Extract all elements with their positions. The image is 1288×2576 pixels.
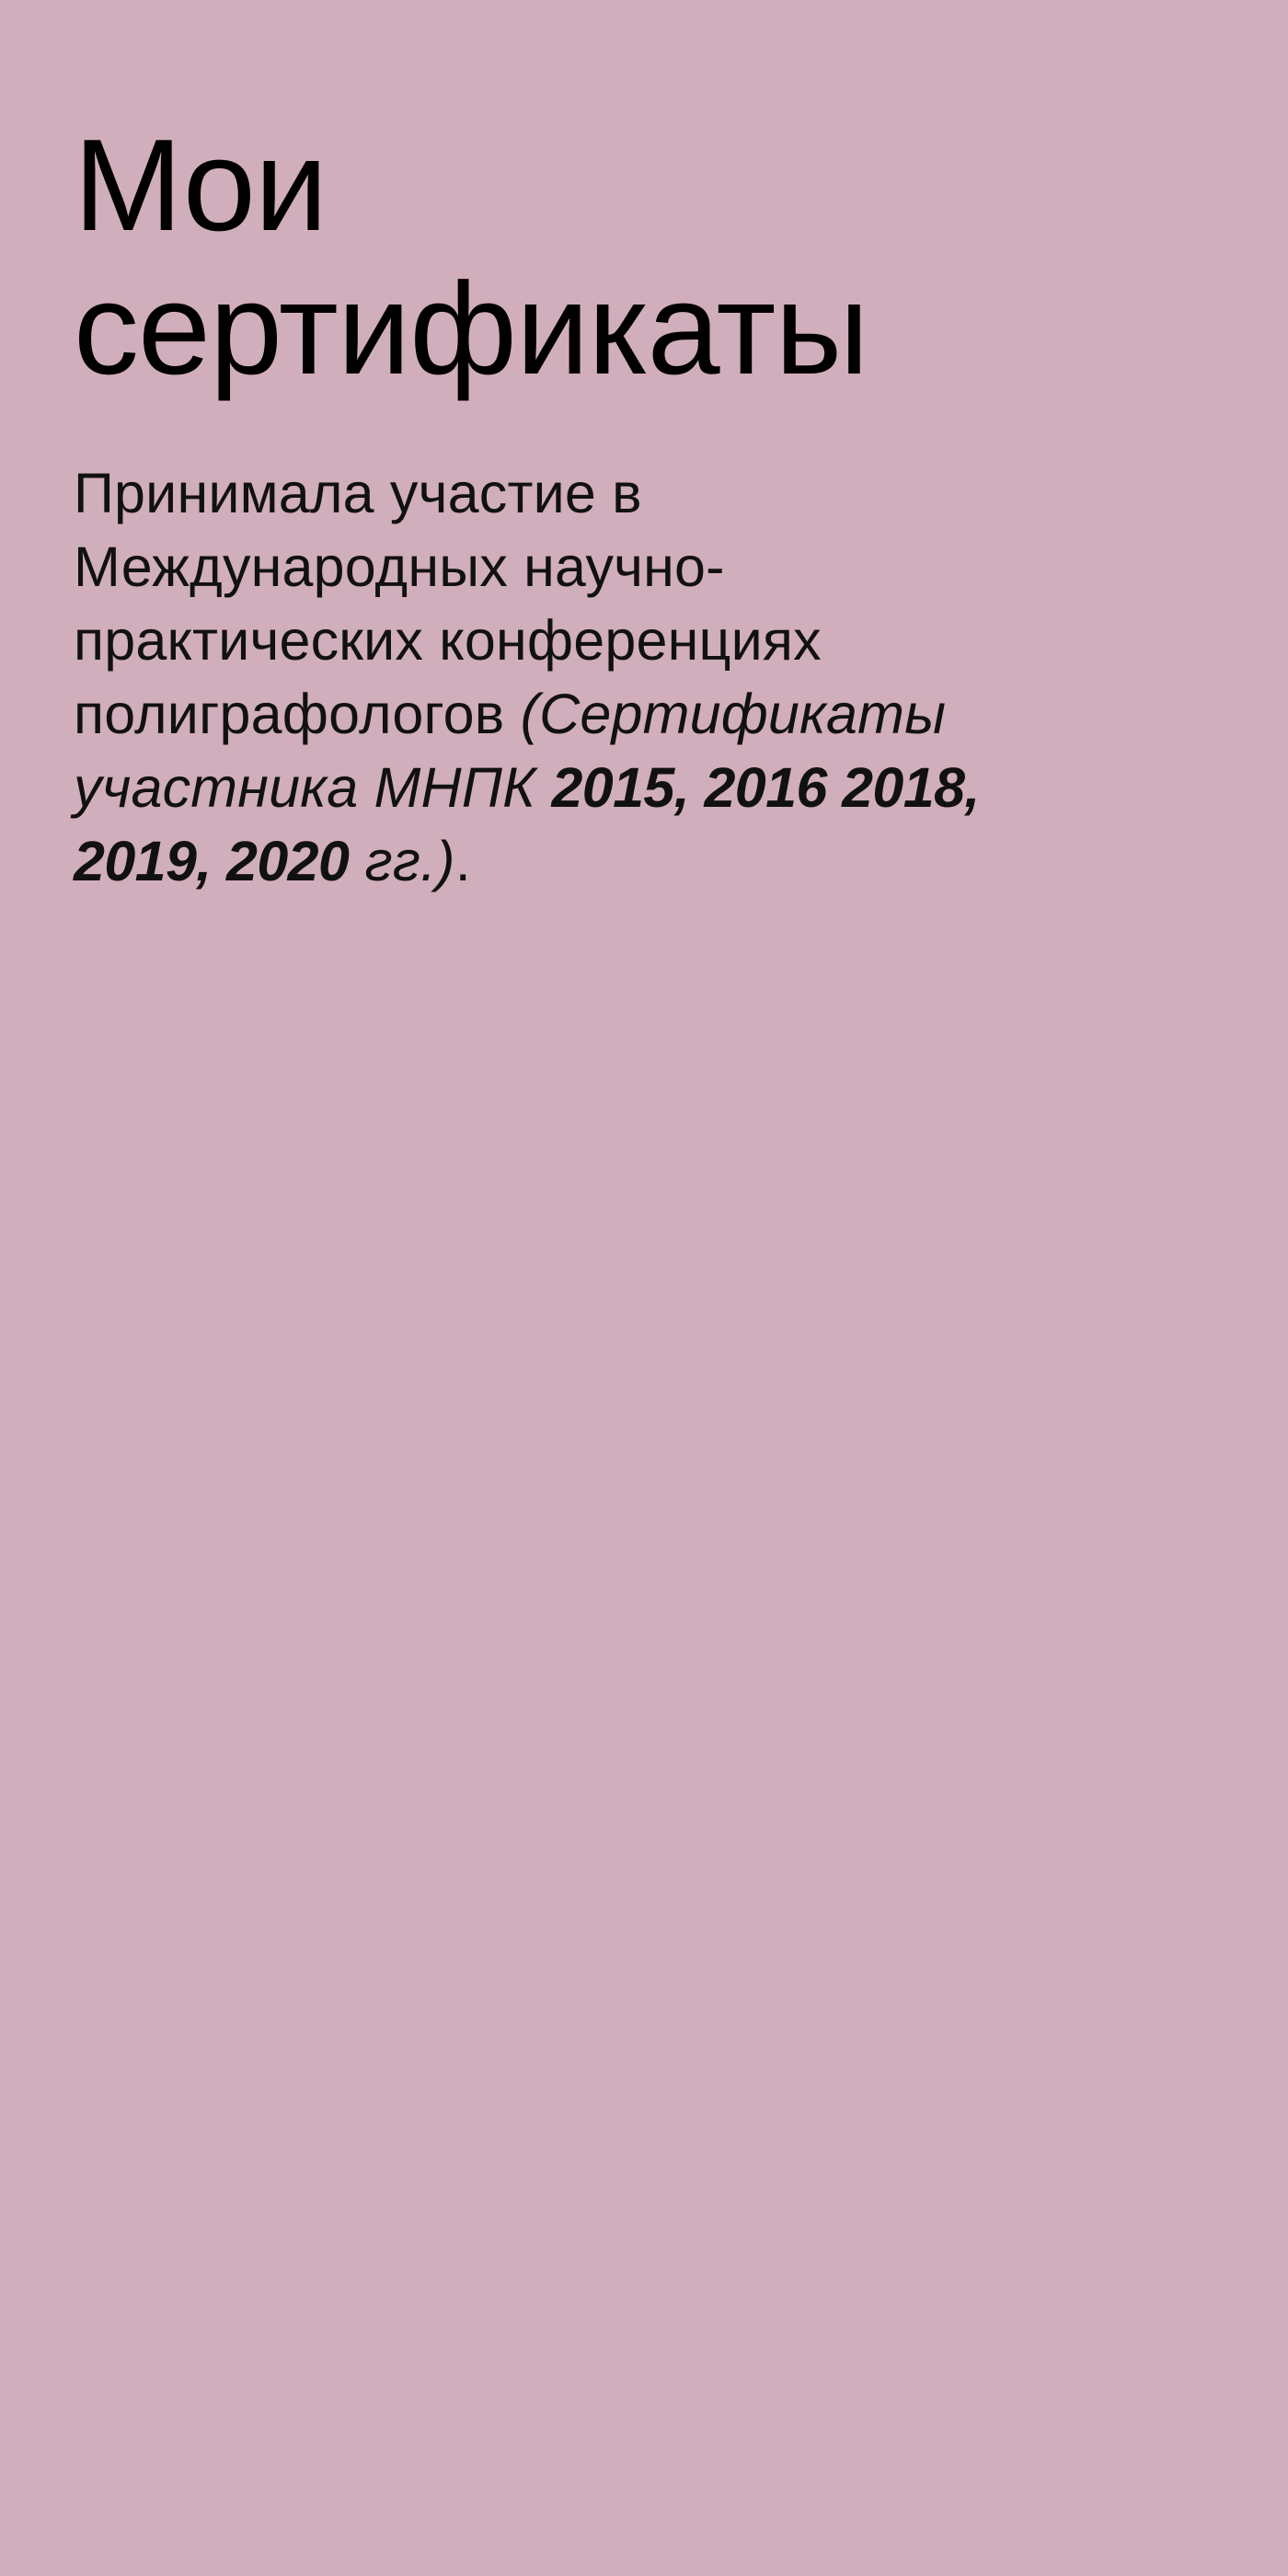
description-line-4-regular: полиграфологов bbox=[74, 683, 521, 745]
description-line-6 bbox=[74, 824, 1187, 898]
page-title bbox=[74, 114, 1159, 401]
description-final-period: . bbox=[454, 830, 471, 892]
description-line-3: практических конференциях bbox=[74, 609, 822, 672]
certificate-years-second: 2019, 2020 bbox=[74, 830, 350, 892]
description-line-1: Принимала участие в bbox=[74, 462, 642, 524]
certificate-note-start: (Сертификаты bbox=[520, 683, 947, 745]
page-title-line-2: сертификаты bbox=[74, 256, 868, 402]
page-title-line-1: Мои bbox=[74, 112, 328, 259]
description-line-2: Международных научно- bbox=[74, 535, 725, 598]
description-line-4 bbox=[74, 677, 1187, 751]
certificate-years-suffix: гг.) bbox=[349, 830, 455, 892]
certificate-description bbox=[74, 456, 1187, 898]
certificate-years-first: 2015, 2016 2018, bbox=[551, 756, 980, 819]
certificate-note-participant: участника МНПК bbox=[74, 756, 552, 819]
description-line-5 bbox=[74, 751, 1187, 824]
